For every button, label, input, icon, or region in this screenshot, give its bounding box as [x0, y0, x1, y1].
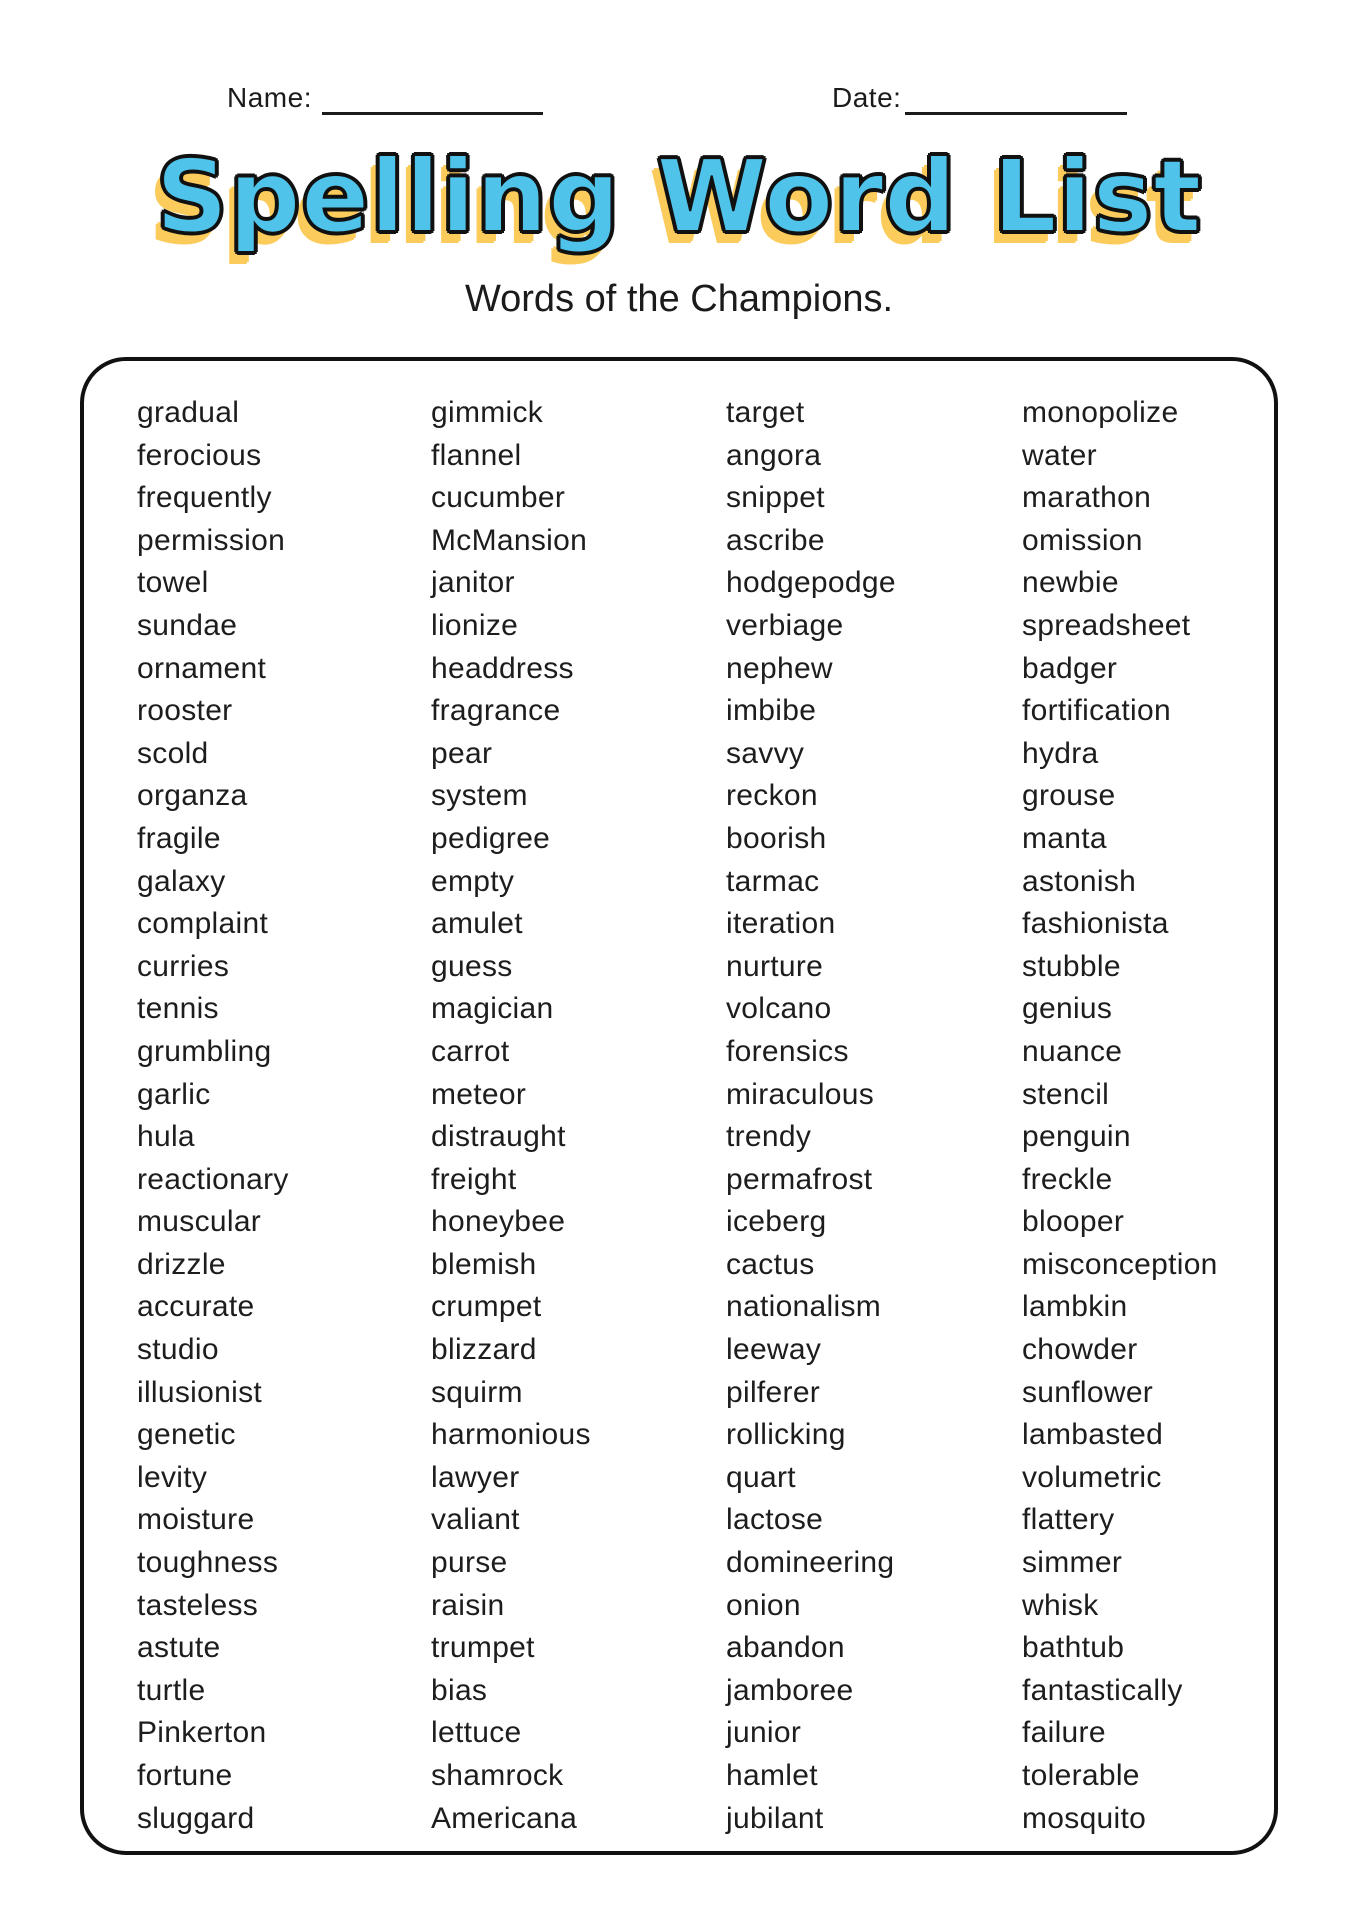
word-item: genetic	[137, 1418, 236, 1452]
word-item: domineering	[726, 1546, 895, 1580]
word-item: monopolize	[1022, 396, 1179, 429]
word-item: hydra	[1022, 736, 1099, 770]
word-item: volumetric	[1022, 1460, 1162, 1494]
word-item: onion	[726, 1588, 801, 1622]
word-item: towel	[137, 566, 209, 600]
word-item: pedigree	[431, 821, 551, 855]
page-subtitle: Words of the Champions.	[464, 278, 894, 320]
word-item: trumpet	[431, 1631, 535, 1665]
word-item: manta	[1022, 821, 1107, 855]
word-item: amulet	[431, 907, 523, 941]
word-item: stubble	[1022, 949, 1121, 983]
word-item: magician	[431, 992, 554, 1026]
word-item: rollicking	[726, 1418, 846, 1452]
word-item: headdress	[431, 651, 574, 685]
word-item: ascribe	[726, 523, 825, 557]
word-column-1	[137, 392, 289, 1840]
word-item: blooper	[1022, 1205, 1125, 1239]
word-item: sundae	[137, 608, 238, 642]
word-item: gimmick	[431, 396, 544, 429]
word-item: guess	[431, 949, 513, 983]
word-item: nationalism	[726, 1290, 882, 1324]
word-item: frequently	[137, 481, 272, 515]
word-item: squirm	[431, 1375, 523, 1409]
word-item: raisin	[431, 1588, 505, 1622]
date-input-line[interactable]	[905, 112, 1127, 115]
word-item: angora	[726, 438, 822, 472]
word-item: tolerable	[1022, 1759, 1140, 1792]
word-item: trendy	[726, 1120, 812, 1154]
word-item: sluggard	[137, 1801, 255, 1835]
word-item: chowder	[1022, 1333, 1138, 1367]
word-item: permission	[137, 523, 286, 557]
word-item: cucumber	[431, 481, 566, 515]
page-title: Spelling Word List	[155, 138, 1203, 255]
word-item: ornament	[137, 651, 267, 685]
word-item: newbie	[1022, 566, 1119, 600]
word-item: ferocious	[137, 438, 262, 472]
word-item: tarmac	[726, 864, 820, 898]
word-item: jubilant	[726, 1801, 824, 1835]
word-item: garlic	[137, 1077, 211, 1111]
word-item: freight	[431, 1162, 517, 1196]
word-item: tasteless	[137, 1588, 259, 1622]
word-item: flannel	[431, 438, 522, 472]
word-item: bias	[431, 1673, 488, 1707]
word-item: crumpet	[431, 1290, 542, 1324]
word-item: muscular	[137, 1205, 262, 1239]
word-item: flattery	[1022, 1503, 1115, 1537]
word-item: target	[726, 396, 805, 429]
word-item: genius	[1022, 992, 1113, 1026]
word-item: McMansion	[431, 523, 588, 557]
word-item: verbiage	[726, 608, 844, 642]
word-item: marathon	[1022, 481, 1152, 515]
word-item: lactose	[726, 1503, 824, 1537]
word-item: stencil	[1022, 1077, 1110, 1111]
word-item: blizzard	[431, 1333, 537, 1367]
date-label: Date:	[832, 82, 902, 113]
word-item: badger	[1022, 651, 1118, 685]
word-item: reckon	[726, 779, 818, 813]
word-item: mosquito	[1022, 1801, 1147, 1835]
word-item: junior	[726, 1716, 802, 1750]
word-item: nurture	[726, 949, 824, 983]
word-item: rooster	[137, 694, 233, 728]
word-column-2	[431, 392, 591, 1840]
word-item: misconception	[1022, 1247, 1218, 1281]
word-item: astute	[137, 1631, 221, 1665]
word-item: astonish	[1022, 864, 1137, 898]
word-item: omission	[1022, 523, 1143, 557]
word-item: fragrance	[431, 694, 561, 728]
word-item: iteration	[726, 907, 836, 941]
word-item: cactus	[726, 1247, 815, 1281]
word-item: galaxy	[137, 864, 226, 898]
word-item: penguin	[1022, 1120, 1131, 1154]
word-item: quart	[726, 1460, 796, 1494]
word-item: complaint	[137, 907, 269, 941]
word-item: gradual	[137, 396, 240, 429]
word-item: reactionary	[137, 1162, 289, 1196]
word-item: whisk	[1022, 1588, 1099, 1622]
word-item: illusionist	[137, 1375, 263, 1409]
word-item: lionize	[431, 608, 519, 642]
word-item: boorish	[726, 821, 827, 855]
word-item: simmer	[1022, 1546, 1123, 1580]
word-column-3	[726, 392, 896, 1840]
word-item: forensics	[726, 1034, 849, 1068]
word-item: fashionista	[1022, 907, 1169, 941]
word-item: distraught	[431, 1120, 566, 1154]
word-item: carrot	[431, 1034, 510, 1068]
word-item: valiant	[431, 1503, 520, 1537]
word-item: fragile	[137, 821, 221, 855]
word-item: curries	[137, 949, 230, 983]
word-item: harmonious	[431, 1418, 591, 1452]
word-item: savvy	[726, 736, 805, 770]
word-item: lettuce	[431, 1716, 522, 1750]
word-item: failure	[1022, 1716, 1106, 1750]
word-item: fortune	[137, 1759, 233, 1792]
word-item: scold	[137, 736, 209, 770]
word-item: pilferer	[726, 1375, 821, 1409]
word-item: nuance	[1022, 1034, 1123, 1068]
word-item: lambasted	[1022, 1418, 1164, 1452]
word-item: levity	[137, 1460, 208, 1494]
word-item: honeybee	[431, 1205, 566, 1239]
word-item: iceberg	[726, 1205, 827, 1239]
word-item: water	[1022, 438, 1097, 472]
word-item: meteor	[431, 1077, 527, 1111]
word-item: lawyer	[431, 1460, 520, 1494]
word-item: purse	[431, 1546, 508, 1580]
word-item: sunflower	[1022, 1375, 1154, 1409]
word-item: leeway	[726, 1333, 822, 1367]
word-item: freckle	[1022, 1162, 1113, 1196]
word-item: empty	[431, 864, 515, 898]
word-item: organza	[137, 779, 248, 813]
word-item: jamboree	[726, 1673, 854, 1707]
word-item: spreadsheet	[1022, 608, 1191, 642]
word-item: miraculous	[726, 1077, 875, 1111]
word-item: Pinkerton	[137, 1716, 267, 1750]
word-item: system	[431, 779, 528, 813]
word-item: fantastically	[1022, 1673, 1183, 1707]
word-item: tennis	[137, 992, 219, 1026]
word-item: nephew	[726, 651, 833, 685]
name-label: Name:	[227, 82, 312, 113]
word-item: Americana	[431, 1801, 578, 1835]
word-item: lambkin	[1022, 1290, 1128, 1324]
word-item: blemish	[431, 1247, 537, 1281]
word-list-box	[80, 357, 1278, 1855]
word-item: fortification	[1022, 694, 1171, 728]
word-item: shamrock	[431, 1759, 564, 1792]
word-item: studio	[137, 1333, 219, 1367]
word-item: grouse	[1022, 779, 1116, 813]
word-item: abandon	[726, 1631, 845, 1665]
word-item: grumbling	[137, 1034, 272, 1068]
word-item: turtle	[137, 1673, 206, 1707]
word-item: moisture	[137, 1503, 255, 1537]
word-item: accurate	[137, 1290, 255, 1324]
word-item: toughness	[137, 1546, 279, 1580]
word-item: volcano	[726, 992, 832, 1026]
word-item: snippet	[726, 481, 825, 515]
word-item: imbibe	[726, 694, 817, 728]
word-item: hodgepodge	[726, 566, 896, 600]
word-item: pear	[431, 736, 493, 770]
word-item: bathtub	[1022, 1631, 1125, 1665]
word-item: janitor	[431, 566, 515, 600]
word-item: hamlet	[726, 1759, 818, 1792]
word-column-4	[1022, 392, 1218, 1840]
name-input-line[interactable]	[322, 112, 543, 115]
word-item: permafrost	[726, 1162, 873, 1196]
word-item: hula	[137, 1120, 195, 1154]
word-item: drizzle	[137, 1247, 226, 1281]
